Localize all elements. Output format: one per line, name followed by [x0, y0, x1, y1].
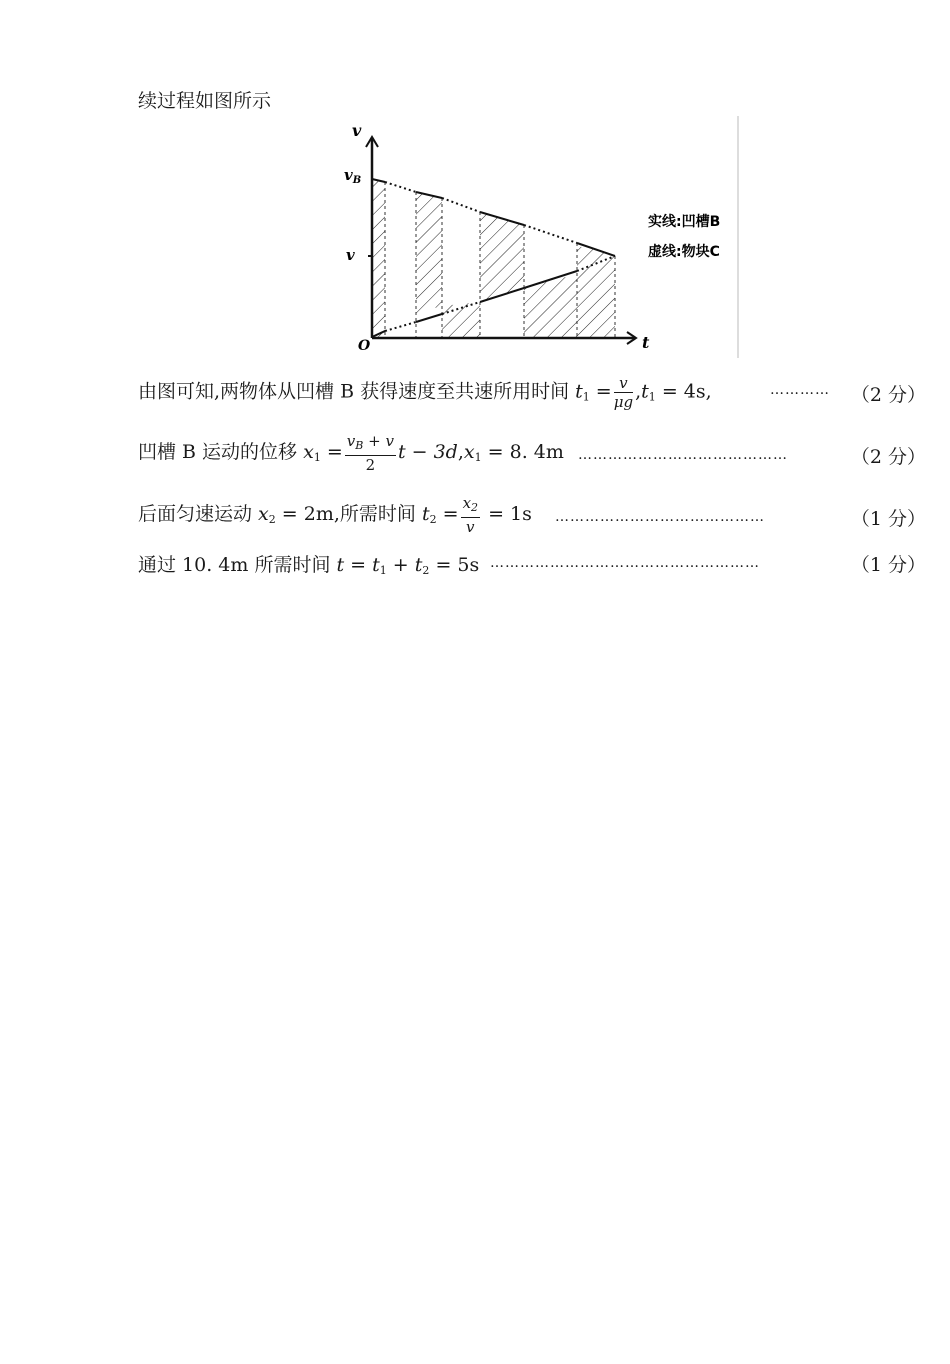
legend-dashed: 虚线:物块C — [648, 244, 720, 260]
line2-eq: = — [320, 441, 343, 463]
line3-frac-den: v — [466, 518, 475, 536]
line3-fraction — [461, 494, 480, 536]
hatch-strip-3 — [480, 212, 524, 302]
line1-frac-num: v — [614, 374, 633, 393]
line3-sub: 2 — [268, 513, 276, 526]
line1-sub: 1 — [582, 390, 590, 404]
solution-line-3 — [138, 494, 532, 536]
line2-frac-den: 2 — [365, 456, 376, 474]
intro-text: 续过程如图所示 — [138, 90, 272, 112]
line4-suba: 1 — [379, 564, 387, 577]
line1-eq: = — [589, 380, 612, 403]
line3-frac-x-sub: 2 — [471, 501, 479, 514]
line1-text: 由图可知,两物体从凹槽 B 获得速度至共速所用时间 — [138, 380, 576, 403]
line2-sub: 1 — [313, 451, 321, 464]
vt-graph-svg — [330, 116, 740, 358]
line4-var-tb: t — [414, 554, 423, 576]
line3-frac-num — [461, 494, 480, 518]
solution-line-1 — [138, 374, 712, 411]
line2-fraction — [345, 432, 396, 474]
line1-var-t1b: t — [641, 380, 649, 403]
hatch-strip-2 — [416, 192, 442, 313]
line2-var-x1b: x — [463, 441, 475, 463]
line2-frac-plus-v: + v — [363, 432, 394, 450]
line4-text: 通过 10. 4m 所需时间 — [138, 554, 337, 576]
line4-var-ta: t — [372, 554, 380, 576]
vt-graph-figure — [330, 116, 740, 358]
line1-var-t1: t — [575, 380, 583, 403]
line2-result: = 8. 4m — [481, 441, 564, 463]
hatch-strip-1 — [372, 179, 385, 337]
hatched-regions — [372, 179, 615, 337]
solution-line-2 — [138, 432, 564, 474]
line1-result: = 4s, — [655, 380, 712, 403]
line4-plus: + — [386, 554, 415, 576]
line2-var-x1: x — [303, 441, 314, 463]
axis-y-label: v — [352, 121, 362, 140]
line3-subt: 2 — [429, 513, 437, 526]
legend-solid: 实线:凹槽B — [648, 214, 721, 230]
line2-score: （2 分） — [850, 446, 926, 468]
line1-comma: , — [635, 380, 642, 403]
v-label: v — [346, 246, 355, 264]
line2-subb: 1 — [474, 451, 482, 464]
line4-result: = 5s — [429, 554, 480, 576]
line1-frac-den: μg — [613, 393, 634, 411]
line2-dots: …………………………………… — [578, 447, 788, 463]
line3-eq: = — [436, 503, 459, 525]
line2-frac-vb-sub: B — [355, 439, 364, 452]
vb-label: $v_B$ — [344, 166, 362, 186]
line3-text: 后面匀速运动 — [138, 503, 259, 525]
line4-var-t: t — [336, 554, 345, 576]
line1-score: （2 分） — [850, 384, 926, 406]
line4-subb: 2 — [422, 564, 430, 577]
origin-label: O — [358, 338, 371, 354]
line4-dots: ……………………………………………… — [490, 555, 760, 571]
line2-frac-num — [345, 432, 396, 456]
line4-eq: = — [344, 554, 373, 576]
line3-var-x2: x — [258, 503, 269, 525]
solution-line-4 — [138, 550, 479, 577]
line2-comma: , — [457, 441, 464, 463]
line3-var-t2: t — [421, 503, 430, 525]
line3-score: （1 分） — [850, 508, 926, 530]
line3-dots: …………………………………… — [555, 509, 765, 525]
line3-frac-x: x — [462, 494, 472, 512]
line4-score: （1 分） — [850, 554, 926, 576]
axis-x-label: t — [642, 333, 650, 352]
line3-result: = 1s — [482, 503, 532, 525]
line1-subb: 1 — [648, 390, 656, 404]
line1-fraction — [614, 374, 633, 411]
line3-val: = 2m,所需时间 — [275, 503, 422, 525]
line1-dots: ………… — [770, 382, 830, 398]
line2-frac-vb: v — [346, 432, 356, 450]
line2-after-frac: t − 3d — [397, 441, 458, 463]
hatch-strip-4 — [524, 274, 577, 337]
line2-text: 凹槽 B 运动的位移 — [138, 441, 304, 463]
